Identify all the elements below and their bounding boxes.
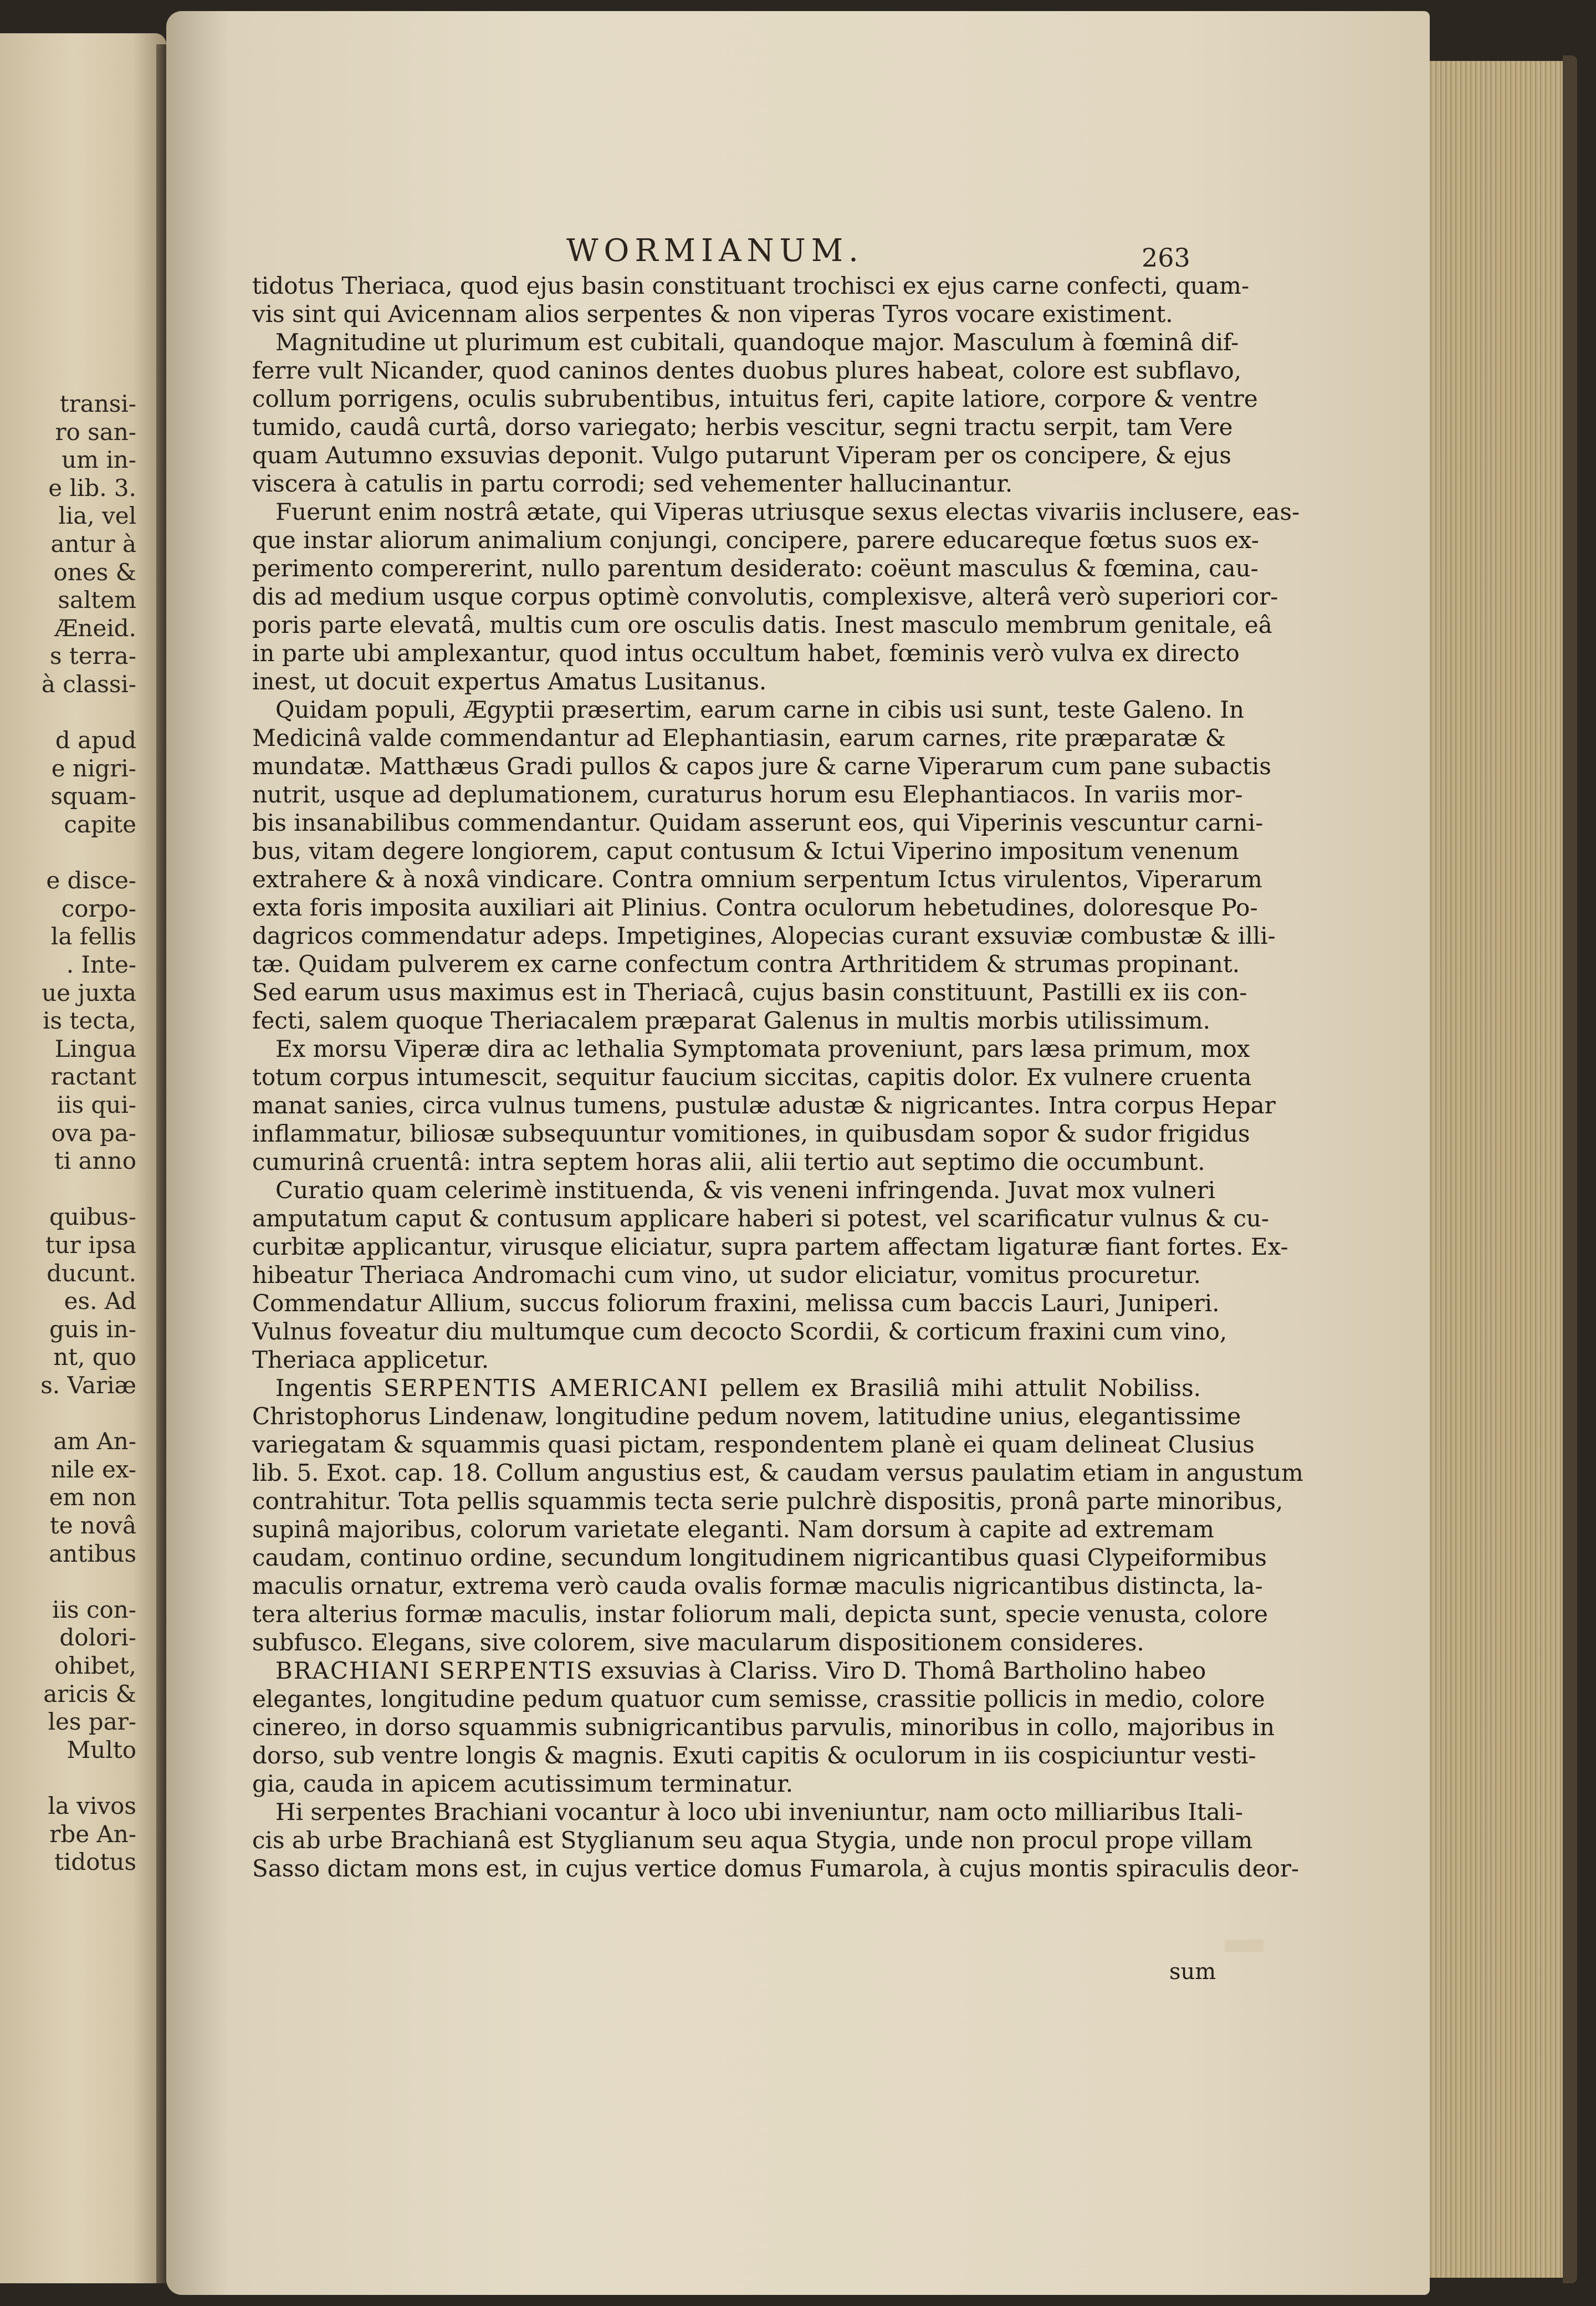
left-page-line: ova pa-: [51, 1119, 136, 1147]
text-line: Commendatur Allium, succus foliorum fraxini, melissa cum baccis Lauri, Juniperi.: [252, 1290, 1220, 1317]
left-page-line: ti anno: [54, 1147, 136, 1175]
text-line: manat sanies, circa vulnus tumens, pustulæ adustæ & nigricantes. Intra corpus Hepar: [252, 1092, 1276, 1119]
text-line: Sasso dictam mons est, in cujus vertice domus Fumarola, à cujus montis spiraculis deor-: [252, 1855, 1300, 1882]
left-page-line: tur ipsa: [45, 1231, 136, 1259]
left-page-line: ue juxta: [42, 979, 136, 1006]
text-line: ferre vult Nicander, quod caninos dentes duobus plures habeat, colore est subflavo,: [252, 357, 1242, 384]
text-line: elegantes, longitudine pedum quatuor cum semisse, crassitie pollicis in medio, colore: [252, 1685, 1265, 1712]
book-cover-edge: [1563, 55, 1577, 2283]
text-line: lib. 5. Exot. cap. 18. Collum angustius est, & caudam versus paulatim etiam in angustum: [252, 1459, 1303, 1486]
text-line: supinâ majoribus, colorum varietate eleganti. Nam dorsum à capite ad extremam: [252, 1516, 1215, 1543]
text-line: Vulnus foveatur diu multumque cum decocto Scordii, & corticum fraxini cum vino,: [252, 1318, 1227, 1345]
text-line: dagricos commendatur adeps. Impetigines, Alopecias curant exsuviæ combustæ & illi-: [252, 922, 1276, 949]
text-line: in parte ubi amplexantur, quod intus occultum habet, fœminis verò vulva ex directo: [252, 640, 1240, 667]
text-line: Christophorus Lindenaw, longitudine pedum novem, latitudine unius, elegantissime: [252, 1403, 1241, 1430]
left-page-line: aricis &: [43, 1680, 136, 1707]
text-line: fecti, salem quoque Theriacalem præparat Galenus in multis morbis utilissimum.: [252, 1007, 1211, 1034]
left-page-line: antibus: [49, 1540, 136, 1567]
left-page-line: em non: [49, 1484, 136, 1511]
text-line: Ingentis SERPENTIS AMERICANI pellem ex Brasiliâ mihi attulit Nobiliss.: [275, 1374, 1201, 1402]
text-line: subfusco. Elegans, sive colorem, sive macularum dispositionem consideres.: [252, 1629, 1144, 1656]
text-line: dorso, sub ventre longis & magnis. Exuti capitis & oculorum in iis cospiciuntur vesti-: [252, 1742, 1256, 1769]
text-line: Curatio quam celerimè instituenda, & vis veneni infringenda. Juvat mox vulneri: [275, 1177, 1216, 1204]
text-line: inest, ut docuit expertus Amatus Lusitanus.: [252, 668, 767, 695]
left-page-line: ones &: [53, 558, 136, 586]
text-line: tæ. Quidam pulverem ex carne confectum contra Arthritidem & strumas propinant.: [252, 950, 1240, 978]
left-page-line: e disce-: [46, 867, 136, 894]
left-page-line: guis in-: [49, 1315, 136, 1343]
text-line: tidotus Theriaca, quod ejus basin constituant trochisci ex ejus carne confecti, quam-: [252, 272, 1250, 299]
text-line: tera alterius formæ maculis, instar foliorum mali, depicta sunt, specie venusta, colore: [252, 1601, 1268, 1628]
text-line: poris parte elevatâ, multis cum ore osculis datis. Inest masculo membrum genitale, eâ: [252, 611, 1272, 638]
left-page-line: quibus-: [49, 1203, 136, 1231]
catchword: sum: [1169, 1959, 1216, 1985]
text-line: bis insanabilibus commendantur. Quidam asserunt eos, qui Viperinis vescuntur carni-: [252, 809, 1264, 836]
left-page-line: iis con-: [52, 1596, 136, 1623]
left-page-line: à classi-: [41, 671, 136, 698]
left-page-line: transi-: [59, 390, 136, 417]
left-page-line: tidotus: [54, 1848, 136, 1876]
left-page-line: um in-: [62, 446, 136, 474]
text-line: inflammatur, biliosæ subsequuntur vomitiones, in quibusdam sopor & sudor frigidus: [252, 1120, 1250, 1147]
text-line: Sed earum usus maximus est in Theriacâ, cujus basin constituunt, Pastilli ex iis con-: [252, 979, 1247, 1006]
text-line: caudam, continuo ordine, secundum longitudinem nigricantibus quasi Clypeiformibus: [252, 1544, 1267, 1571]
left-page-line: les par-: [48, 1708, 136, 1736]
text-line: extrahere & à noxâ vindicare. Contra omnium serpentum Ictus virulentos, Viperarum: [252, 866, 1262, 893]
page-edges: [1408, 61, 1574, 2278]
left-page-line: te novâ: [49, 1512, 136, 1539]
left-page-line: ro san-: [55, 418, 136, 446]
small-caps-term: SERPENTIS AMERICANI: [383, 1374, 709, 1402]
left-page-line: ractant: [50, 1063, 136, 1091]
text-line: amputatum caput & contusum applicare haberi si potest, vel scarificatur vulnus & cu-: [252, 1205, 1270, 1232]
text-line: Ex morsu Viperæ dira ac lethalia Symptomata proveniunt, pars læsa primum, mox: [275, 1035, 1250, 1062]
left-page-line: Multo: [66, 1736, 136, 1763]
left-page-line: is tecta,: [43, 1007, 136, 1035]
left-page-line: iis qui-: [57, 1091, 136, 1118]
left-page-line: dolori-: [59, 1624, 136, 1651]
running-head: WORMIANUM.: [566, 233, 864, 269]
text-line: hibeatur Theriaca Andromachi cum vino, ut sudor eliciatur, vomitus procuretur.: [252, 1261, 1201, 1289]
left-page-line: ducunt.: [47, 1259, 136, 1287]
left-page-line: nt, quo: [53, 1343, 136, 1371]
text-line: maculis ornatur, extrema verò cauda ovalis formæ maculis nigricantibus distincta, la-: [252, 1572, 1263, 1599]
left-page-line: capite: [64, 811, 136, 838]
text-line: Theriaca applicetur.: [252, 1346, 489, 1373]
text-line: Magnitudine ut plurimum est cubitali, quandoque major. Masculum à fœminâ dif-: [275, 329, 1239, 356]
left-page-line: . Inte-: [66, 951, 136, 978]
left-page-line: d apud: [55, 727, 136, 754]
left-page-line: Lingua: [54, 1035, 136, 1062]
left-page-line: e lib. 3.: [48, 474, 136, 502]
text-line: nutrit, usque ad deplumationem, curaturus horum esu Elephantiacos. In variis mor-: [252, 781, 1243, 808]
text-line: que instar aliorum animalium conjungi, concipere, parere educareque fœtus suos ex-: [252, 526, 1259, 554]
left-page-line: la vivos: [48, 1792, 136, 1819]
text-line: exta foris imposita auxiliari ait Plinius. Contra oculorum hebetudines, doloresque Po-: [252, 894, 1258, 921]
text-line: totum corpus intumescit, sequitur faucium siccitas, capitis dolor. Ex vulnere cruenta: [252, 1063, 1252, 1091]
body-text: [252, 272, 1303, 1885]
faded-margin-mark: [1225, 1940, 1264, 1952]
left-page-line: nile ex-: [50, 1455, 136, 1483]
text-line: bus, vitam degere longiorem, caput contusum & Ictui Viperino impositum venenum: [252, 837, 1239, 865]
text-line: quam Autumno exsuvias deponit. Vulgo putarunt Viperam per os concipere, & ejus: [252, 442, 1231, 469]
left-page-line: saltem: [58, 586, 136, 614]
left-page-line: s. Variæ: [40, 1372, 136, 1399]
left-page-line: Æneid.: [54, 614, 136, 642]
left-page-line: antur à: [50, 530, 136, 558]
left-page-line: rbe An-: [49, 1820, 136, 1848]
left-page-line: ohibet,: [54, 1652, 136, 1679]
left-page-line: lia, vel: [58, 502, 136, 530]
text-line: perimento compererint, nullo parentum desiderato: coëunt masculus & fœmina, cau-: [252, 555, 1259, 582]
text-line: contrahitur. Tota pellis squammis tecta serie pulchrè dispositis, pronâ parte minoribus,: [252, 1487, 1283, 1515]
text-line: tumido, caudâ curtâ, dorso variegato; herbis vescitur, segni tractu serpit, tam Vere: [252, 413, 1233, 441]
text-line: Fuerunt enim nostrâ ætate, qui Viperas utriusque sexus electas vivariis inclusere, eas-: [275, 498, 1300, 525]
text-line: cumurinâ cruentâ: intra septem horas alii, alii tertio aut septimo die occumbunt.: [252, 1148, 1205, 1175]
text-line: Quidam populi, Ægyptii præsertim, earum carne in cibis usi sunt, teste Galeno. In: [275, 696, 1245, 723]
text-line: gia, cauda in apicem acutissimum terminatur.: [252, 1770, 794, 1797]
text-line: mundatæ. Matthæus Gradi pullos & capos jure & carne Viperarum cum pane subactis: [252, 753, 1271, 780]
left-page-line: e nigri-: [51, 754, 136, 782]
text-line: collum porrigens, oculis subrubentibus, intuitus feri, capite latiore, corpore & ventre: [252, 385, 1258, 412]
text-line: vis sint qui Avicennam alios serpentes & non viperas Tyros vocare existiment.: [252, 300, 1173, 328]
left-page-line: corpo-: [61, 894, 136, 922]
left-page-line: am An-: [53, 1428, 136, 1455]
text-line: Medicinâ valde commendantur ad Elephantiasin, earum carnes, rite præparatæ &: [252, 724, 1226, 751]
page-number: 263: [1142, 243, 1190, 273]
text-line: viscera à catulis in partu corrodi; sed vehementer hallucinantur.: [252, 470, 1013, 497]
text-line: dis ad medium usque corpus optimè convolutis, complexisve, alterâ verò superiori cor-: [252, 583, 1278, 610]
text-line: Hi serpentes Brachiani vocantur à loco ubi inveniuntur, nam octo milliaribus Itali-: [275, 1798, 1243, 1826]
text-line: cis ab urbe Brachianâ est Styglianum seu aqua Stygia, unde non procul prope villam: [252, 1827, 1253, 1854]
text-line: cinereo, in dorso squammis subnigricantibus parvulis, minoribus in collo, majoribus in: [252, 1714, 1275, 1741]
text-line: variegatam & squammis quasi pictam, respondentem planè ei quam delineat Clusius: [252, 1431, 1255, 1458]
left-page-line: s terra-: [49, 642, 136, 670]
text-line: curbitæ applicantur, virusque eliciatur, supra partem affectam ligaturæ fiant fortes. Ex-: [252, 1233, 1288, 1260]
left-page-line: squam-: [50, 783, 136, 810]
text-line: BRACHIANI SERPENTIS exsuvias à Clariss. Viro D. Thomâ Bartholino habeo: [275, 1657, 1206, 1684]
left-page-line: es. Ad: [64, 1287, 136, 1315]
small-caps-term: BRACHIANI SERPENTIS: [275, 1657, 594, 1684]
left-page-line: la fellis: [50, 923, 136, 950]
